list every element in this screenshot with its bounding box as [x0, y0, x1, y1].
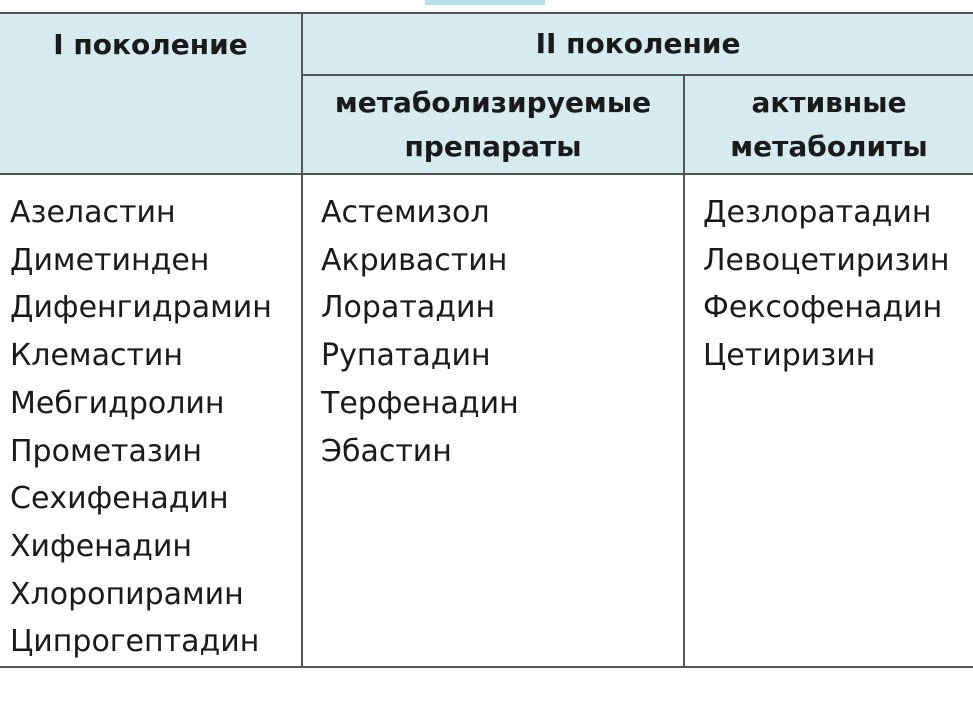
drug-item: Эбастин	[321, 433, 452, 469]
header-gen2: II поколение	[302, 13, 973, 75]
drug-item: Дезлоратадин	[703, 195, 932, 230]
drug-item: Ципрогептадин	[10, 624, 260, 660]
drug-item: Лоратадин	[321, 290, 496, 326]
header-metabolized-line2: препараты	[404, 129, 582, 163]
drug-item: Диметинден	[10, 242, 210, 278]
header-metabolized-line1: метаболизируемые	[334, 85, 652, 119]
antihistamine-table	[0, 12, 973, 668]
drug-item: Хлоропирамин	[10, 576, 244, 612]
drug-item: Астемизол	[321, 195, 490, 230]
drug-item: Акривастин	[321, 242, 508, 278]
active-metabolite-drug-list	[684, 174, 973, 667]
header-gen1: I поколение	[0, 13, 302, 174]
header-active-line2: метаболиты	[730, 129, 928, 163]
drug-item: Терфенадин	[321, 385, 519, 421]
drug-item: Прометазин	[10, 433, 202, 469]
drug-item: Мебгидролин	[10, 385, 225, 421]
metabolized-drug-list	[302, 174, 684, 667]
header-metabolized	[302, 75, 684, 174]
drug-item: Дифенгидрамин	[10, 290, 272, 326]
body-row	[0, 174, 973, 667]
drug-item: Клемастин	[10, 338, 184, 374]
drug-item: Цетиризин	[703, 338, 876, 374]
drug-item: Хифенадин	[10, 528, 193, 564]
header-active-metabolites	[684, 75, 973, 174]
drug-item: Сехифенадин	[10, 481, 229, 517]
drug-item: Рупатадин	[321, 338, 491, 374]
drug-item: Левоцетиризин	[703, 242, 950, 278]
header-active-line1: активные	[751, 85, 907, 119]
drug-item: Фексофенадин	[703, 290, 943, 326]
top-accent-bar	[425, 0, 545, 5]
header-row-generation	[0, 13, 973, 75]
drug-item: Азеластин	[10, 195, 176, 230]
gen1-drug-list	[0, 174, 302, 667]
